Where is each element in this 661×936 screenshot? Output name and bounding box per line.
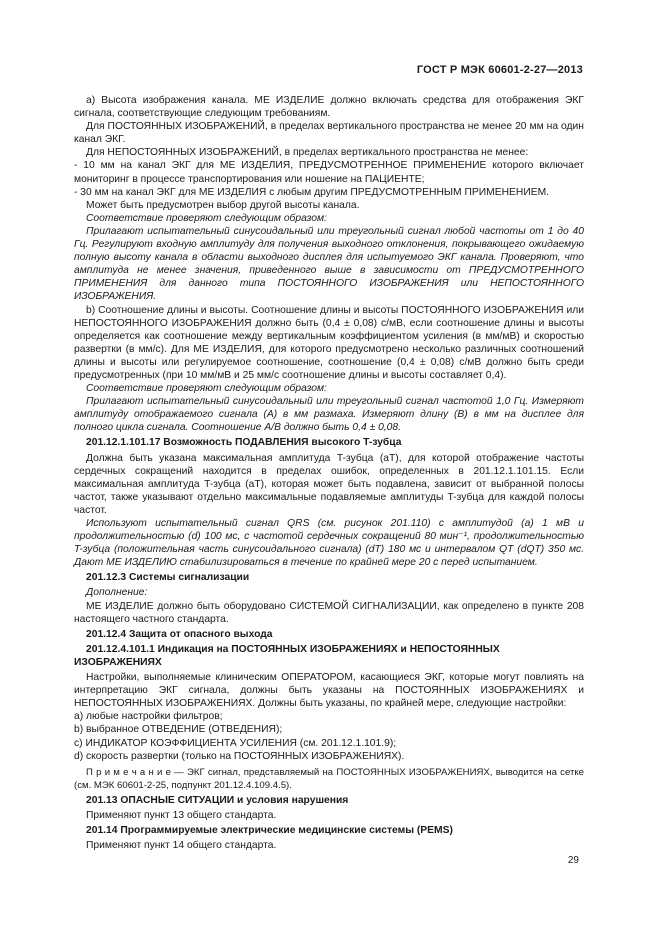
list-item: a) любые настройки фильтров; bbox=[74, 711, 223, 723]
section-heading: 201.14 Программируемые электрические медицинские системы (PEMS) bbox=[86, 825, 453, 837]
paragraph: МЕ ИЗДЕЛИЕ должно быть оборудовано СИСТЕМОЙ СИГНАЛИЗАЦИИ, как определено в пункте 208 настоящего частного стандарта. bbox=[74, 600, 584, 625]
list-item: - 10 мм на канал ЭКГ для МЕ ИЗДЕЛИЯ, ПРЕДУСМОТРЕННОЕ ПРИМЕНЕНИЕ которого включает мониторинг в процессе транспортирования или ношение на ПАЦИЕНТЕ; bbox=[74, 160, 584, 185]
section-heading: 201.12.4 Защита от опасного выхода bbox=[86, 628, 273, 640]
compliance-note: Соответствие проверяют следующим образом: bbox=[86, 383, 327, 395]
test-procedure: Прилагают испытательный синусоидальный или треугольный сигнал частотой 1,0 Гц. Измеряют амплитуду отображаемого сигнала (А) в мм размаха. Измеряют длину (В) в мм на дисплее для полного цикла сигнала. Соотношение А/В должно быть 0,4 ± 0,08. bbox=[74, 396, 584, 434]
paragraph: Может быть предусмотрен выбор другой высоты канала. bbox=[86, 199, 360, 211]
list-item: b) выбранное ОТВЕДЕНИЕ (ОТВЕДЕНИЯ); bbox=[74, 724, 283, 736]
amendment-label: Дополнение: bbox=[86, 587, 148, 599]
list-item: d) скорость развертки (только на ПОСТОЯННЫХ ИЗОБРАЖЕНИЯХ). bbox=[74, 750, 405, 762]
paragraph: а) Высота изображения канала. МЕ ИЗДЕЛИЕ должно включать средства для отображения ЭКГ сигнала, соответствующие следующим требованиям. bbox=[74, 95, 584, 120]
section-heading: 201.12.4.101.1 Индикация на ПОСТОЯННЫХ ИЗОБРАЖЕНИЯХ и НЕПОСТОЯННЫХ ИЗОБРАЖЕНИЯХ bbox=[74, 643, 500, 668]
paragraph: Применяют пункт 13 общего стандарта. bbox=[86, 809, 277, 821]
paragraph: Настройки, выполняемые клиническим ОПЕРАТОРОМ, касающиеся ЭКГ, которые могут повлиять на интерпретацию ЭКГ сигнала, должны быть указаны на ПОСТОЯННЫХ ИЗОБРАЖЕНИЯХ и НЕПОСТОЯННЫХ ИЗОБРАЖЕНИЯХ. Должны быть указаны, по крайней мере, следующие настройки: bbox=[74, 672, 584, 710]
list-item: c) ИНДИКАТОР КОЭФФИЦИЕНТА УСИЛЕНИЯ (см. 201.12.1.101.9); bbox=[74, 737, 397, 749]
page-number: 29 bbox=[567, 855, 579, 866]
paragraph: b) Соотношение длины и высоты. Соотношение длины и высоты ПОСТОЯННОГО ИЗОБРАЖЕНИЯ или НЕПОСТОЯННОГО ИЗОБРАЖЕНИЯ должно быть (0,4 ± 0,08) с/мВ, если соотношение длины и высоты определяется как соотношение между вертикальным коэффициентом усиления (в мм/мВ) и скоростью развертки (в мм/с). Для МЕ ИЗДЕЛИЯ, для которого предусмотрено несколько различных соотношений длины и высоты или регулируемое соотношение, соотношение (0,4 ± 0,08) с/мВ должно быть среди предусмотренных (при 10 мм/мВ и 25 мм/с соотношение длины и высоты составляет 0,4). bbox=[74, 304, 584, 381]
standard-header: ГОСТ Р МЭК 60601-2-27—2013 bbox=[416, 64, 583, 76]
note: П р и м е ч а н и е — ЭКГ сигнал, представляемый на ПОСТОЯННЫХ ИЗОБРАЖЕНИЯХ, выводится на сетке (см. МЭК 60601-2-25, подпункт 201.12.4.109.4.5). bbox=[74, 766, 584, 791]
list-item: - 30 мм на канал ЭКГ для МЕ ИЗДЕЛИЯ с любым другим ПРЕДУСМОТРЕННЫМ ПРИМЕНЕНИЕМ. bbox=[74, 186, 550, 198]
paragraph: Применяют пункт 14 общего стандарта. bbox=[86, 840, 277, 852]
paragraph: Для ПОСТОЯННЫХ ИЗОБРАЖЕНИЙ, в пределах вертикального пространства не менее 20 мм на один канал ЭКГ. bbox=[74, 121, 584, 146]
compliance-note: Соответствие проверяют следующим образом: bbox=[86, 212, 327, 224]
section-heading: 201.12.1.101.17 Возможность ПОДАВЛЕНИЯ высокого T-зубца bbox=[86, 437, 402, 449]
section-heading: 201.12.3 Системы сигнализации bbox=[86, 572, 250, 584]
test-procedure: Прилагают испытательный синусоидальный или треугольный сигнал любой частоты от 1 до 40 Гц. Регулируют входную амплитуду для получения выходного отклонения, покрывающего ожидаемую полную высоту канала в области выходного дисплея для испытуемого ЭКГ канала. Проверяют, что амплитуда не менее значения, приведенного выше в зависимости от ПРЕДУСМОТРЕННОГО ПРИМЕНЕНИЯ для данного типа ПОСТОЯННОГО ИЗОБРАЖЕНИЯ или НЕПОСТОЯННОГО ИЗОБРАЖЕНИЯ. bbox=[74, 225, 584, 303]
section-heading: 201.13 ОПАСНЫЕ СИТУАЦИИ и условия нарушения bbox=[86, 794, 349, 806]
paragraph: Для НЕПОСТОЯННЫХ ИЗОБРАЖЕНИЙ, в пределах вертикального пространства не менее: bbox=[86, 147, 529, 159]
paragraph: Должна быть указана максимальная амплитуда T-зубца (aT), для которой отображение частоты сердечных сокращений находится в пределах ошибок, определенных в 201.12.1.101.15. Если максимальная амплитуда T-зубца (aT), которая может быть подавлена, зависит от выбранной полосы частот, также указывают отдельно максимальные подавляемые амплитуды T-зубца для каждой полосы частот. bbox=[74, 452, 584, 516]
body-text bbox=[74, 94, 584, 852]
test-procedure: Используют испытательный сигнал QRS (см. рисунок 201.110) с амплитудой (a) 1 мВ и продолжительностью (d) 100 мс, с частотой сердечных сокращений 80 мин⁻¹, продолжительностью T-зубца (положительная часть синусоидального сигнала) (dT) 180 мс и интервалом QT (dQT) 350 мс. Дают МЕ ИЗДЕЛИЮ стабилизироваться в течение по крайней мере 20 с перед испытанием. bbox=[74, 518, 584, 569]
